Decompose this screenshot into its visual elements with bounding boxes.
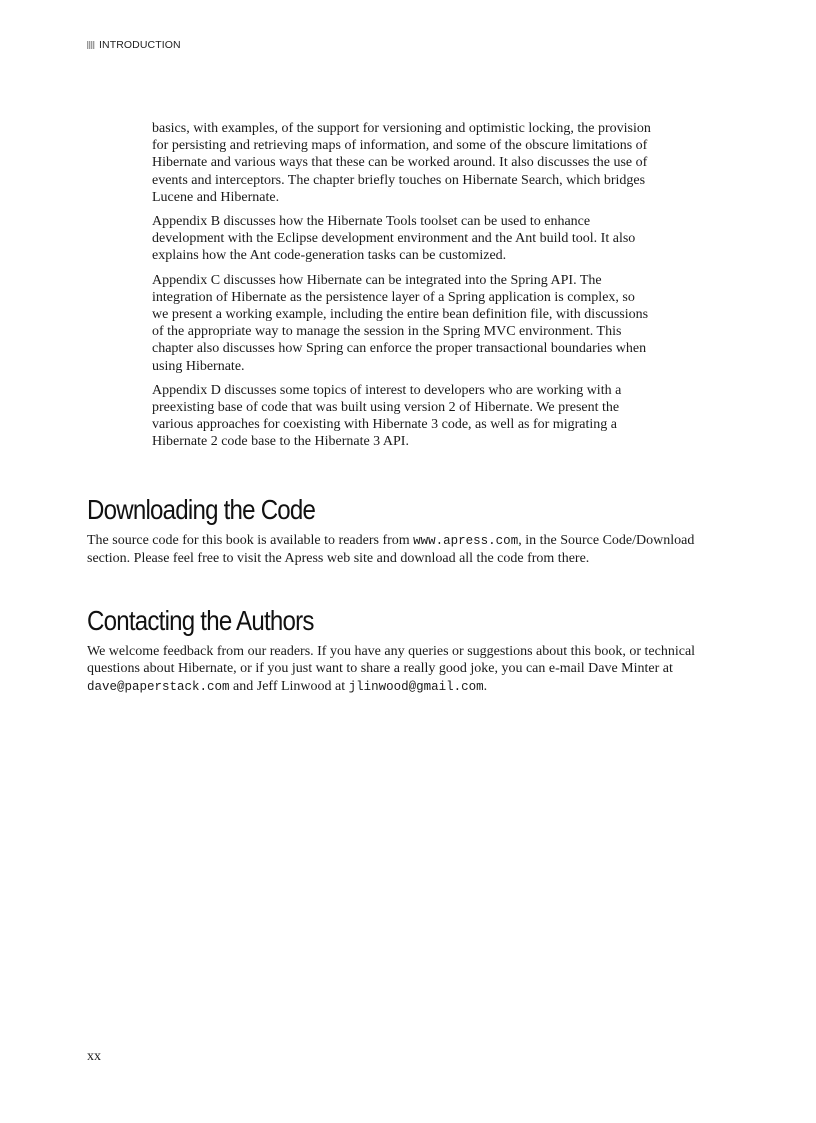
download-text-after: , in the Source Code/Download section. Please feel free to visit the Apress web site and download all the code from there. xyxy=(87,533,695,567)
contact-section xyxy=(87,605,737,696)
contact-text-before: We welcome feedback from our readers. If you have any queries or suggestions about this book, or technical questions about Hibernate, or if you just want to share a really good joke, you can e-mail Dave Minter at xyxy=(87,644,696,677)
contact-text-after: . xyxy=(483,678,488,694)
download-text-before: The source code for this book is available to readers from xyxy=(87,533,414,548)
paragraph-appendix-b: Appendix B discusses how the Hibernate Tools toolset can be used to enhance development with the Eclipse development environment and the Ant build tool. It also explains how the Ant code-generation tasks can be customized. xyxy=(152,214,636,264)
contact-heading: Contacting the Authors xyxy=(87,605,314,636)
running-head xyxy=(87,39,181,51)
contact-paragraph xyxy=(87,643,737,696)
chapter-summary-block xyxy=(152,120,652,458)
jeff-email-link[interactable]: jlinwood@gmail.com xyxy=(348,679,484,694)
download-section xyxy=(87,494,737,568)
paragraph-appendix-d: Appendix D discusses some topics of interest to developers who are working with a preexisting base of code that was built using version 2 of Hibernate. We present the various approaches for coexisting with Hibernate 3 code, as well as for migrating a Hibernate 2 code base to the Hibernate 3 API. xyxy=(152,382,622,450)
section-marker-icon xyxy=(87,41,95,49)
dave-email-link[interactable]: dave@paperstack.com xyxy=(87,679,230,694)
paragraph-appendix-c: Appendix C discusses how Hibernate can be integrated into the Spring API. The integration of Hibernate as the persistence layer of a Spring application is complex, so we present a working example, including the entire bean definition file, with discussions of the appropriate way to manage the session in the Spring MVC environment. This chapter also discusses how Spring can enforce the proper transactional boundaries when using Hibernate. xyxy=(152,272,649,374)
paragraph-appendix-a-continued: basics, with examples, of the support for versioning and optimistic locking, the provision for persisting and retrieving maps of information, and some of the obscure limitations of Hibernate and various ways that these can be worked around. It also discusses the use of events and interceptors. The chapter briefly touches on Hibernate Search, which bridges Lucene and Hibernate. xyxy=(152,121,651,205)
page-number: xx xyxy=(87,1049,101,1064)
download-heading: Downloading the Code xyxy=(87,494,316,525)
apress-url-link[interactable]: www.apress.com xyxy=(413,534,519,548)
contact-text-middle: and Jeff Linwood at xyxy=(229,678,349,694)
running-head-label: INTRODUCTION xyxy=(99,39,181,51)
download-paragraph xyxy=(87,532,737,568)
